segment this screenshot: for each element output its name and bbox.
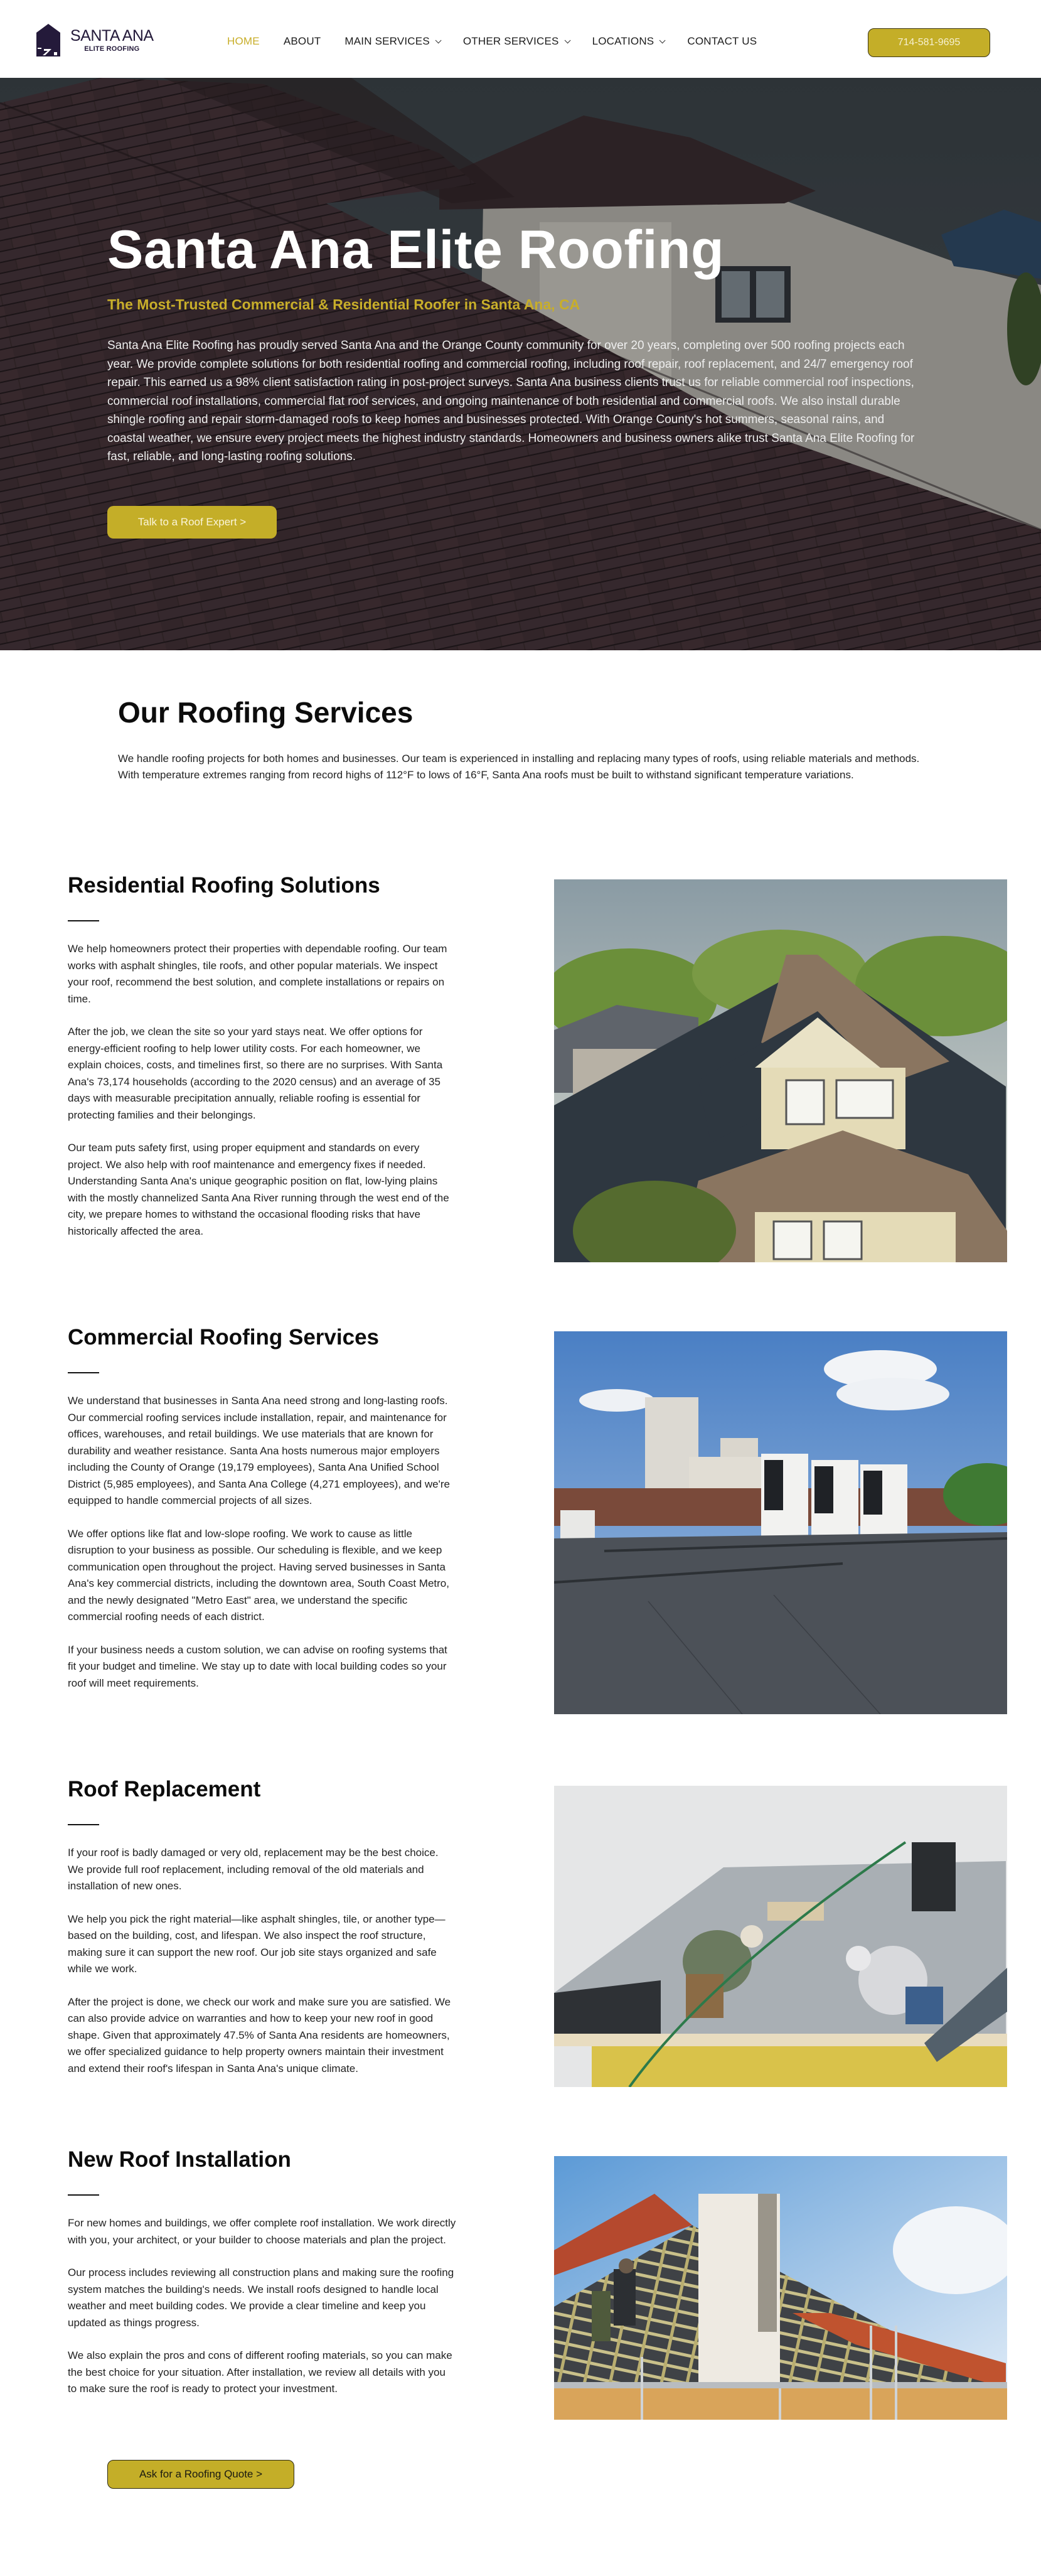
section-paragraph: If your business needs a custom solution, we can advise on roofing systems that fit your budget and timeline. We stay up to date with local building codes so your roof will meet requirements. xyxy=(68,1643,447,1689)
section-title: Roof Replacement xyxy=(68,1777,261,1801)
site-header xyxy=(0,0,1041,78)
section-divider xyxy=(68,2194,99,2196)
hero-title: Santa Ana Elite Roofing xyxy=(107,220,725,280)
hero-subtitle: The Most-Trusted Commercial & Residential Roofer in Santa Ana, CA xyxy=(107,296,580,313)
section-paragraph: If your roof is badly damaged or very old, replacement may be the best choice. We provide full roof replacement, including removal of the old materials and installation of new ones. xyxy=(68,1847,439,1892)
section-paragraph: After the project is done, we check our work and make sure you are satisfied. We can also provide advice on warranties and how to keep your new roof in good shape. Given that approximately 47.5% of Santa Ana residents are homeowners, we offer specialized guidance to help property owners maintain their investment and extend their roof's lifespan in Santa Ana's unique climate. xyxy=(68,1995,451,2074)
section-paragraph: Our team puts safety first, using proper equipment and standards on every project. We also help with roof maintenance and emergency fixes if needed. Understanding Santa Ana's unique geographic position on flat, low-lying plains with the mostly channelized Santa Ana River running through the west end of the city, we prepare homes to withstand the occasional flooding risks that have historically affected the area. xyxy=(68,1142,449,1237)
services-description: We handle roofing projects for both homes and businesses. Our team is experienced in installing and replacing many types of roofs, using reliable materials and methods. With temperature extremes ranging from record highs of 112°F to lows of 16°F, Santa Ana roofs must be built to withstand significant temperature variations. xyxy=(118,753,920,781)
section-divider xyxy=(68,1372,99,1373)
hero-section xyxy=(0,78,1041,650)
nav-item-home[interactable] xyxy=(227,35,260,48)
nav-item-about[interactable] xyxy=(284,35,321,48)
section-paragraph: We help you pick the right material—like asphalt shingles, tile, or another type—based on the building, cost, and lifespan. We also inspect the roof structure, making sure it can support the new roof. Our job site stays organized and safe while we work. xyxy=(68,1913,446,1975)
main-nav xyxy=(227,35,781,48)
nav-label: OTHER SERVICES xyxy=(462,35,559,47)
commercial-flat-roof-image xyxy=(554,1331,1007,1714)
section-paragraph: After the job, we clean the site so your yard stays neat. We offer options for energy-efficient roofing to help lower utility costs. For each homeowner, we explain choices, costs, and timelines first, so there are no surprises. With Santa Ana's 73,174 households (according to the 2020 census) and an average of 35 days with measurable precipitation annually, reliable roofing is essential for protecting families and their belongings. xyxy=(68,1026,443,1121)
logo-title: SANTA ANA xyxy=(70,26,154,45)
new-roof-construction-image xyxy=(554,2156,1007,2420)
logo-subtitle: ELITE ROOFING xyxy=(84,45,140,53)
new-roof-installation-section xyxy=(0,2147,1041,2423)
phone-call-button[interactable]: 714-581-9695 xyxy=(868,28,990,57)
section-divider xyxy=(68,920,99,921)
hero-description: Santa Ana Elite Roofing has proudly served Santa Ana and the Orange County community for over 20 years, completing over 500 roofing projects each year. We provide complete solutions for both residential roofing and commercial roofing, including roof repair, roof replacement, and 24/7 emergency roof repair. This earned us a 98% client satisfaction rating in post-project surveys. Santa Ana business clients trust us for reliable commercial roof inspections, commercial roof installations, commercial flat roof services, and ongoing maintenance of both residential and commercial roofs. We also install durable shingle roofing and repair storm-damaged roofs to keep homes and businesses protected. With Orange County's hot summers, seasonal rains, and coastal weather, we ensure every project meets the highest industry standards. Homeowners and business owners alike trust Santa Ana Elite Roofing for fast, reliable, and long-lasting roofing solutions. xyxy=(107,339,915,463)
chevron-down-icon xyxy=(435,37,442,43)
section-paragraph: We understand that businesses in Santa Ana need strong and long-lasting roofs. Our commercial roofing services include installation, repair, and maintenance for offices, warehouses, and retail buildings. We use materials that are known for durability and weather resistance. Santa Ana hosts numerous major employers including the County of Orange (19,179 employees), Santa Ana Unified School District (5,985 employees), and Santa Ana College (4,271 employees), and we're equipped to handle commercial projects of all sizes. xyxy=(68,1395,450,1506)
nav-label: HOME xyxy=(227,35,260,47)
roof-replacement-workers-image xyxy=(554,1786,1007,2087)
roof-replacement-section xyxy=(0,1777,1041,2091)
nav-item-main-services[interactable] xyxy=(344,35,439,48)
nav-label: CONTACT US xyxy=(687,35,757,47)
nav-item-other-services[interactable] xyxy=(463,35,569,48)
section-divider xyxy=(68,1824,99,1825)
section-title: New Roof Installation xyxy=(68,2147,291,2172)
nav-label: ABOUT xyxy=(283,35,321,47)
ask-for-quote-button[interactable]: Ask for a Roofing Quote > xyxy=(107,2460,294,2489)
services-intro xyxy=(118,695,934,783)
residential-roofing-section xyxy=(0,873,1041,1269)
residential-house-image xyxy=(554,879,1007,1262)
commercial-roofing-section xyxy=(0,1325,1041,1720)
nav-label: LOCATIONS xyxy=(592,35,654,47)
section-paragraph: We offer options like flat and low-slope roofing. We work to cause as little disruption to your business as possible. Our scheduling is flexible, and we keep communication open throughout the project. Having served businesses in Santa Ana's key commercial districts, including the downtown area, South Coast Metro, and the newly designated "Metro East" area, we understand the specific commercial roofing needs of each district. xyxy=(68,1527,449,1623)
section-paragraph: Our process includes reviewing all construction plans and making sure the roofing system matches the building's needs. We install roofs designed to handle local weather and meet building codes. We provide a clear timeline and keep you updated as things progress. xyxy=(68,2267,454,2329)
nav-item-locations[interactable] xyxy=(592,35,664,48)
chevron-down-icon xyxy=(564,37,570,43)
section-paragraph: For new homes and buildings, we offer complete roof installation. We work directly with you, your architect, or your builder to choose materials and plan the project. xyxy=(68,2217,456,2246)
section-title: Commercial Roofing Services xyxy=(68,1325,379,1350)
house-logo-icon xyxy=(35,24,61,56)
site-logo[interactable] xyxy=(35,24,154,56)
nav-item-contact-us[interactable] xyxy=(687,35,757,48)
services-title: Our Roofing Services xyxy=(118,696,414,729)
chevron-down-icon xyxy=(659,37,666,43)
section-paragraph: We help homeowners protect their properties with dependable roofing. Our team works with asphalt shingles, tile roofs, and other popular materials. We inspect your roof, recommend the best solution, and complete installations or repairs on time. xyxy=(68,943,447,1005)
section-title: Residential Roofing Solutions xyxy=(68,873,380,898)
nav-label: MAIN SERVICES xyxy=(344,35,430,47)
section-paragraph: We also explain the pros and cons of different roofing materials, so you can make the best choice for your situation. After installation, we review all details with you to make sure the roof is ready to protect your investment. xyxy=(68,2349,452,2395)
talk-to-expert-button[interactable]: Talk to a Roof Expert > xyxy=(107,506,277,539)
